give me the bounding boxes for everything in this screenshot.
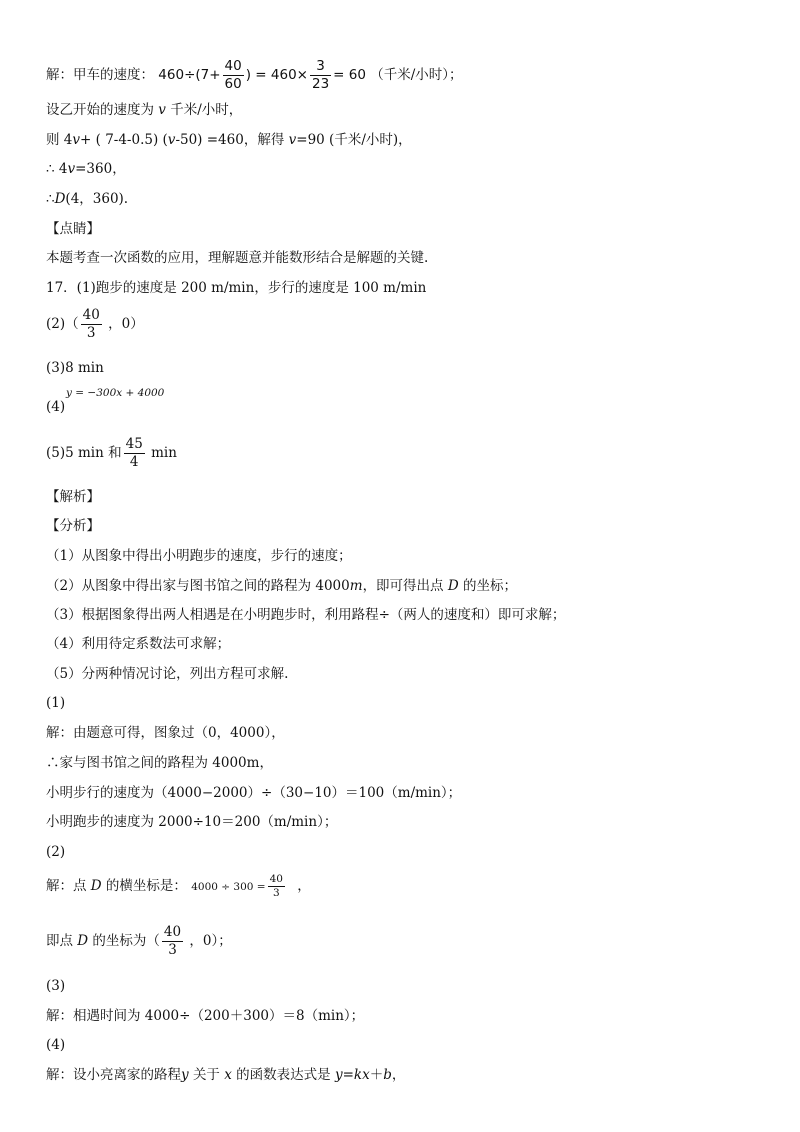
fraction: $\frac{40}{60}$	[224, 58, 242, 92]
analysis-step-2: （2）从图象中得出家与图书馆之间的路程为 4000m，即可得出点 D 的坐标；	[46, 578, 517, 594]
fraction: $\frac{40}{3}$	[163, 924, 182, 958]
solution-1-line-2: ∴家与图书馆之间的路程为 4000m，	[46, 755, 273, 771]
solution-4-line-1: 解：设小亮离家的路程y 关于 x 的函数表达式是 y=kx＋b，	[46, 1067, 406, 1083]
section-heading-jiexi: 【解析】	[46, 489, 100, 505]
math-expression: 460÷(7+	[158, 67, 221, 83]
solution-1-line-4: 小明跑步的速度为 2000÷10＝200（m/min）；	[46, 814, 338, 830]
answer-17-1: 17．(1)跑步的速度是 200 m/min，步行的速度是 100 m/min	[46, 280, 427, 296]
solution-2-line-1: 解：点 D 的横坐标是： 4000 ÷ 300 = $\frac{40}{3}$ ，	[46, 873, 311, 899]
part-label-2: (2)	[46, 844, 66, 860]
math-expression: 4000 ÷ 300 =	[191, 881, 266, 893]
math-expression: = 60	[333, 67, 366, 83]
part-label-3: (3)	[46, 978, 66, 994]
line-therefore-1: ∴ 4v=360，	[46, 161, 126, 177]
solution-3-line-1: 解：相遇时间为 4000÷（200＋300）＝8（min）；	[46, 1008, 365, 1024]
fraction: $\frac{45}{4}$	[125, 436, 143, 470]
fraction: $\frac{40}{3}$	[269, 873, 283, 899]
line-speed-car-a: 解：甲车的速度： 460÷(7+ $\frac{40}{60}$ ) = 460× $\frac{3}{23}$ = 60 （千米/小时）；	[46, 58, 463, 92]
section-heading-fenxi: 【分析】	[46, 518, 100, 534]
answer-17-5: (5)5 min 和 $\frac{45}{4}$ min	[46, 436, 177, 470]
analysis-step-4: （4）利用待定系数法可求解；	[46, 636, 231, 652]
math-expression: y = −300x + 4000	[66, 387, 165, 399]
part-label-4: (4)	[46, 1037, 66, 1053]
analysis-step-3: （3）根据图象得出两人相遇是在小明跑步时，利用路程÷（两人的速度和）即可求解；	[46, 607, 566, 623]
solution-1-line-1: 解：由题意可得，图象过（0，4000），	[46, 725, 285, 741]
solution-1-line-3: 小明步行的速度为（4000−2000）÷（30−10）＝100（m/min）；	[46, 785, 462, 801]
fraction: $\frac{3}{23}$	[311, 58, 330, 92]
answer-17-2: (2)（ $\frac{40}{3}$ ，0）	[46, 307, 144, 341]
fraction: $\frac{40}{3}$	[82, 307, 100, 341]
section-heading-dianjing: 【点睛】	[46, 221, 100, 237]
analysis-step-5: （5）分两种情况讨论，列出方程可求解.	[46, 666, 289, 682]
math-expression: ) = 460×	[245, 67, 308, 83]
analysis-step-1: （1）从图象中得出小明跑步的速度，步行的速度；	[46, 548, 352, 564]
line-summary: 本题考查一次函数的应用，理解题意并能数形结合是解题的关键.	[46, 250, 429, 266]
line-let-speed: 设乙开始的速度为 v 千米/小时，	[46, 102, 243, 118]
line-equation-solve: 则 4v+ ( 7-4-0.5) (v-50) =460，解得 v=90 (千米/小时)，	[46, 132, 412, 148]
solution-2-line-2: 即点 D 的坐标为（ $\frac{40}{3}$ ，0）；	[46, 924, 232, 958]
part-label-1: (1)	[46, 695, 66, 711]
line-therefore-point: ∴D(4，360).	[46, 191, 129, 207]
answer-17-3: (3)8 min	[46, 360, 104, 376]
